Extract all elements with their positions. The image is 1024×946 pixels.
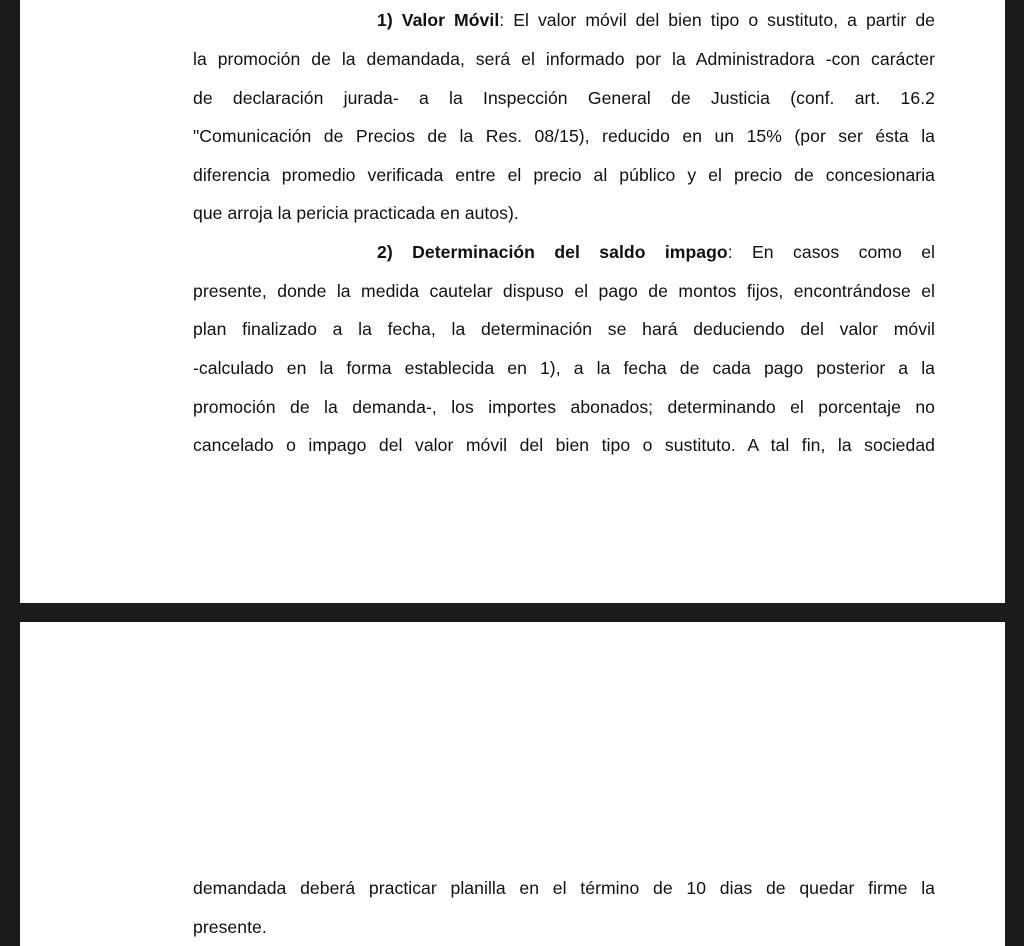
section-2-line-5: promoción de la demanda-, los importes abonados; determinando el porcentaje no [193,397,935,417]
page-2-line-2: presente. [193,917,267,937]
page-2-line-1: demandada deberá practicar planilla en el término de 10 dias de quedar firme la [193,878,935,898]
section-1-line-3: de declaración jurada- a la Inspección General de Justicia (conf. art. 16.2 [193,88,935,108]
section-1-line-2: la promoción de la demandada, será el informado por la Administradora -con carácter [193,49,935,69]
section-2-heading: 2) Determinación del saldo impago [377,242,728,262]
section-2-line-3: plan finalizado a la fecha, la determinación se hará deduciendo del valor móvil [193,319,935,339]
document-page-2 [20,622,1005,946]
section-1-first-line [377,9,935,31]
section-2-line-2: presente, donde la medida cautelar dispuso el pago de montos fijos, encontrándose el [193,281,935,301]
section-1-line-4: "Comunicación de Precios de la Res. 08/15), reducido en un 15% (por ser ésta la [193,126,935,146]
section-1-line-5: diferencia promedio verificada entre el precio al público y el precio de concesionaria [193,165,935,185]
document-page-1 [20,0,1005,603]
section-2-line-1-text: : En casos como el [727,242,935,262]
section-2-first-line [377,241,935,263]
section-1-line-1-text: : El valor móvil del bien tipo o sustituto, a partir de [499,10,935,30]
section-2-line-4: -calculado en la forma establecida en 1), a la fecha de cada pago posterior a la [193,358,935,378]
section-2-line-6: cancelado o impago del valor móvil del bien tipo o sustituto. A tal fin, la sociedad [193,435,935,455]
section-1-heading: 1) Valor Móvil [377,10,500,30]
section-1-line-6: que arroja la pericia practicada en autos). [193,203,519,223]
